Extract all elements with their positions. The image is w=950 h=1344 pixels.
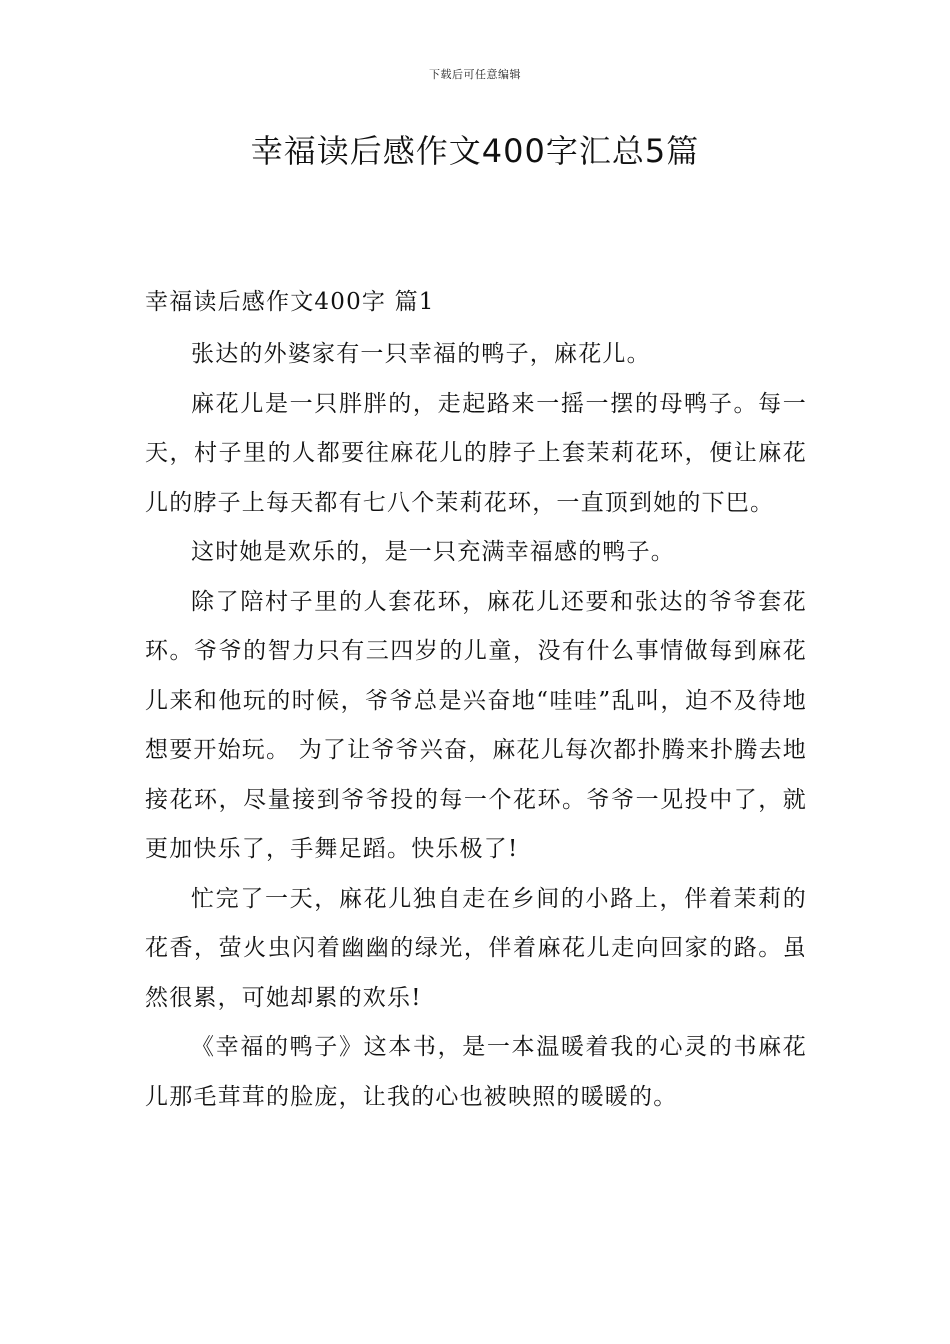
document-body bbox=[145, 280, 807, 1122]
document-title: 幸福读后感作文400字汇总5篇 bbox=[250, 132, 700, 170]
paragraph: 忙完了一天，麻花儿独自走在乡间的小路上，伴着茉莉的花香，萤火虫闪着幽幽的绿光，伴着麻花儿走向回家的路。虽然很累，可她却累的欢乐! bbox=[145, 885, 807, 1011]
paragraph: 除了陪村子里的人套花环，麻花儿还要和张达的爷爷套花环。爷爷的智力只有三四岁的儿童，没有什么事情做每到麻花儿来和他玩的时候，爷爷总是兴奋地“哇哇”乱叫，迫不及待地想要开始玩。 为了让爷爷兴奋，麻花儿每次都扑腾来扑腾去地接花环，尽量接到爷爷投的每一个花环。爷爷一见投中了，就更加快乐了，手舞足蹈。快乐极了! bbox=[145, 588, 807, 862]
paragraph: 这时她是欢乐的，是一只充满幸福感的鸭子。 bbox=[191, 539, 675, 565]
header-note: 下载后可任意编辑 bbox=[429, 68, 521, 81]
paragraph: 《幸福的鸭子》这本书，是一本温暖着我的心灵的书麻花儿那毛茸茸的脸庞，让我的心也被映照的暖暖的。 bbox=[145, 1034, 807, 1110]
section-heading: 幸福读后感作文400字 篇1 bbox=[145, 289, 435, 315]
paragraph: 麻花儿是一只胖胖的，走起路来一摇一摆的母鸭子。每一天，村子里的人都要往麻花儿的脖子上套茉莉花环，便让麻花儿的脖子上每天都有七八个茉莉花环，一直顶到她的下巴。 bbox=[145, 390, 807, 516]
paragraph: 张达的外婆家有一只幸福的鸭子，麻花儿。 bbox=[191, 341, 651, 367]
